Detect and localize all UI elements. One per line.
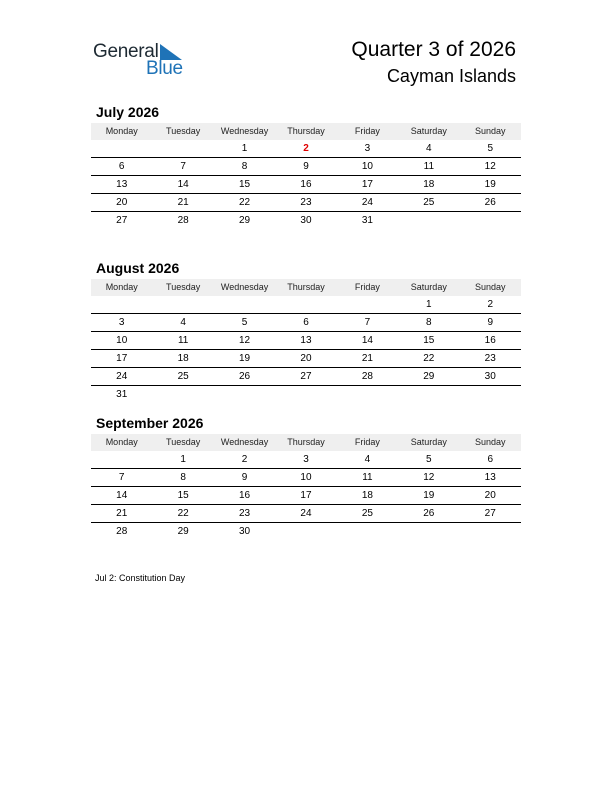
day-cell: 5 (487, 143, 494, 154)
week-row (91, 141, 521, 158)
day-cell: 14 (177, 179, 189, 190)
day-cell: 11 (177, 335, 189, 346)
logo-word-blue: Blue (146, 58, 183, 79)
day-cell: 22 (238, 197, 251, 208)
day-cell: 16 (300, 179, 312, 190)
day-cell: 12 (238, 335, 251, 346)
day-cell: 2 (303, 143, 309, 154)
day-cell: 9 (487, 317, 494, 328)
day-cell: 26 (423, 508, 435, 519)
day-cell: 24 (361, 197, 373, 208)
weekday-label: Sunday (474, 437, 506, 447)
day-cell: 20 (116, 197, 128, 208)
day-cell: 19 (484, 179, 496, 190)
day-cell: 25 (423, 197, 435, 208)
month-title: September 2026 (96, 415, 204, 431)
week-row (91, 333, 521, 350)
day-cell (460, 524, 521, 540)
day-cell: 4 (426, 143, 432, 154)
day-cell (152, 297, 213, 313)
day-cell: 28 (361, 371, 373, 382)
day-cell: 1 (241, 143, 248, 154)
day-cell (91, 452, 152, 468)
day-cell: 13 (116, 179, 128, 190)
day-cell (214, 297, 275, 313)
day-cell: 23 (484, 353, 496, 364)
day-cell: 15 (238, 179, 251, 190)
day-cell (337, 524, 398, 540)
weekday-label: Saturday (410, 282, 447, 292)
day-cell: 2 (241, 454, 248, 465)
week-row (91, 524, 521, 540)
day-cell: 21 (116, 508, 128, 519)
day-cell: 17 (116, 353, 128, 364)
day-cell: 17 (361, 179, 373, 190)
generalblue-logo (93, 41, 193, 81)
day-cell: 4 (180, 317, 186, 328)
day-cell: 12 (484, 161, 496, 172)
day-cell: 5 (241, 317, 248, 328)
week-row (91, 177, 521, 194)
day-cell: 3 (364, 143, 371, 154)
day-cell: 3 (303, 454, 309, 465)
day-cell: 21 (177, 197, 189, 208)
month-title: July 2026 (96, 104, 160, 120)
month-september (91, 414, 521, 540)
week-row (91, 297, 521, 314)
day-cell: 7 (180, 161, 186, 172)
holiday-note: Jul 2: Constitution Day (95, 573, 186, 583)
page-title: Quarter 3 of 2026 (351, 38, 516, 61)
day-cell (275, 297, 336, 313)
weekday-label: Monday (105, 437, 138, 447)
day-cell (398, 524, 459, 540)
week-row (91, 488, 521, 505)
weekday-label: Monday (105, 126, 138, 136)
day-cell: 1 (180, 454, 186, 465)
day-cell: 31 (116, 389, 128, 400)
weekday-label: Thursday (287, 126, 325, 136)
day-cell: 16 (484, 335, 496, 346)
week-row (91, 315, 521, 332)
day-cell: 7 (118, 472, 125, 483)
day-cell: 2 (487, 299, 494, 310)
weekday-label: Friday (354, 126, 380, 136)
week-row (91, 351, 521, 368)
day-cell (337, 297, 398, 313)
weekday-label: Friday (354, 437, 380, 447)
day-cell: 9 (241, 472, 248, 483)
week-row (91, 387, 521, 403)
day-cell: 18 (361, 490, 373, 501)
day-cell: 7 (364, 317, 371, 328)
weekday-label: Tuesday (166, 437, 201, 447)
day-cell (214, 387, 275, 403)
day-cell: 28 (116, 526, 128, 537)
day-cell (275, 524, 336, 540)
day-cell: 15 (423, 335, 435, 346)
weekday-label: Tuesday (166, 282, 201, 292)
month-august (91, 259, 521, 403)
weekday-label: Saturday (410, 437, 447, 447)
day-cell: 26 (484, 197, 496, 208)
day-cell: 8 (241, 161, 248, 172)
day-cell: 23 (238, 508, 251, 519)
day-cell: 22 (423, 353, 435, 364)
day-cell (460, 213, 521, 229)
week-row (91, 452, 521, 469)
weekday-header (91, 434, 521, 451)
day-cell: 8 (180, 472, 186, 483)
day-cell: 10 (361, 161, 373, 172)
day-cell: 6 (487, 454, 494, 465)
day-cell (152, 141, 213, 157)
day-cell: 26 (238, 371, 251, 382)
day-cell (152, 387, 213, 403)
weekday-label: Thursday (287, 282, 325, 292)
weekday-header (91, 123, 521, 140)
day-cell: 15 (177, 490, 189, 501)
day-cell: 24 (116, 371, 128, 382)
day-cell: 10 (300, 472, 312, 483)
weekday-label: Wednesday (220, 126, 269, 136)
day-cell: 18 (423, 179, 435, 190)
day-cell: 19 (423, 490, 435, 501)
day-cell: 27 (300, 371, 312, 382)
day-cell: 29 (238, 215, 251, 226)
day-cell: 22 (177, 508, 189, 519)
week-row (91, 369, 521, 386)
day-cell: 13 (300, 335, 312, 346)
weekday-label: Thursday (287, 437, 325, 447)
day-cell: 25 (361, 508, 373, 519)
day-cell: 4 (364, 454, 371, 465)
logo-word-general: General (93, 41, 159, 62)
week-row (91, 159, 521, 176)
day-cell: 23 (300, 197, 312, 208)
day-cell: 3 (118, 317, 125, 328)
day-cell (337, 387, 398, 403)
week-row (91, 213, 521, 229)
weekday-label: Monday (105, 282, 138, 292)
day-cell (91, 141, 152, 157)
day-cell: 13 (484, 472, 496, 483)
week-row (91, 195, 521, 212)
weekday-label: Saturday (410, 126, 447, 136)
day-cell: 29 (423, 371, 435, 382)
weekday-label: Sunday (474, 282, 506, 292)
country-name: Cayman Islands (386, 66, 516, 86)
weekday-label: Sunday (474, 126, 506, 136)
day-cell: 14 (361, 335, 373, 346)
day-cell: 5 (426, 454, 432, 465)
month-title: August 2026 (96, 260, 180, 276)
day-cell: 27 (116, 215, 128, 226)
day-cell: 29 (177, 526, 189, 537)
day-cell: 10 (116, 335, 128, 346)
week-row (91, 506, 521, 523)
day-cell: 12 (423, 472, 435, 483)
day-cell: 20 (484, 490, 496, 501)
day-cell (460, 387, 521, 403)
day-cell: 17 (300, 490, 312, 501)
day-cell: 28 (177, 215, 189, 226)
day-cell: 1 (426, 299, 432, 310)
day-cell: 31 (361, 215, 373, 226)
day-cell: 25 (177, 371, 189, 382)
day-cell: 19 (238, 353, 251, 364)
month-july (91, 103, 521, 229)
weekday-label: Wednesday (220, 437, 269, 447)
day-cell: 21 (361, 353, 373, 364)
day-cell (398, 213, 459, 229)
weekday-header (91, 279, 521, 296)
day-cell: 30 (300, 215, 312, 226)
day-cell: 27 (484, 508, 496, 519)
day-cell: 9 (303, 161, 309, 172)
day-cell: 6 (118, 161, 125, 172)
day-cell: 14 (116, 490, 128, 501)
day-cell: 24 (300, 508, 312, 519)
day-cell (275, 387, 336, 403)
day-cell: 11 (362, 472, 373, 483)
week-row (91, 470, 521, 487)
day-cell: 30 (484, 371, 496, 382)
day-cell: 18 (177, 353, 189, 364)
weekday-label: Wednesday (220, 282, 269, 292)
day-cell (91, 297, 152, 313)
day-cell: 20 (300, 353, 312, 364)
day-cell (398, 387, 459, 403)
day-cell: 8 (426, 317, 432, 328)
day-cell: 6 (303, 317, 309, 328)
day-cell: 16 (238, 490, 251, 501)
day-cell: 30 (238, 526, 251, 537)
weekday-label: Tuesday (166, 126, 201, 136)
weekday-label: Friday (354, 282, 380, 292)
day-cell: 11 (423, 161, 435, 172)
